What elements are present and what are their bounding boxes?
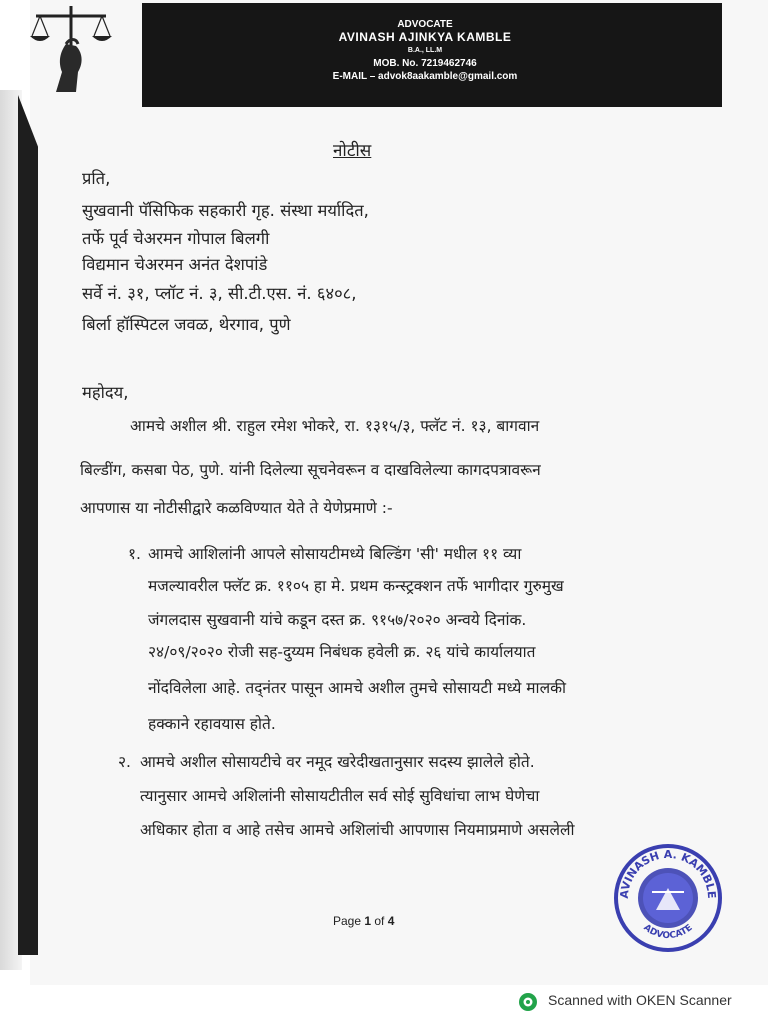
page-number xyxy=(333,914,394,928)
address-line: सुखवानी पॅसिफिक सहकारी गृह. संस्था मर्यादित, xyxy=(82,201,369,220)
page-label: Page xyxy=(333,914,365,928)
point1-line: २४/०९/२०२० रोजी सह-दुय्यम निबंधक हवेली क्र. २६ यांचे कार्यालयात xyxy=(148,643,536,661)
point-number: २. xyxy=(118,753,131,771)
point1-line: नोंदविलेला आहे. तद्नंतर पासून आमचे अशील तुमचे सोसायटी मध्ये मालकी xyxy=(148,679,567,697)
intro-line: आमचे अशील श्री. राहुल रमेश भोकरे, रा. १३१५/३, फ्लॅट नं. १३, बागवान xyxy=(130,417,540,435)
scanner-watermark-text: Scanned with OKEN Scanner xyxy=(548,992,732,1008)
point1-line: आमचे आशिलांनी आपले सोसायटीमध्ये बिल्डिंग 'सी' मधील ११ व्या xyxy=(148,545,522,563)
address-line: प्रति, xyxy=(82,169,111,188)
advocate-title: ADVOCATE xyxy=(397,19,453,30)
address-line: तर्फे पूर्व चेअरमन गोपाल बिलगी xyxy=(82,229,270,248)
letterhead-text xyxy=(240,18,610,83)
scan-edge xyxy=(18,95,38,955)
address-line: बिर्ला हॉस्पिटल जवळ, थेरगाव, पुणे xyxy=(82,315,291,334)
stamp-top-text: AVINASH A. KAMBLE xyxy=(617,847,719,899)
advocate-email: E-MAIL – advok8aakamble@gmail.com xyxy=(332,71,518,82)
justice-scale-logo xyxy=(26,2,116,94)
intro-line: आपणास या नोटीसीद्वारे कळविण्यात येते ते येणेप्रमाणे :- xyxy=(80,499,393,517)
page-of-label: of xyxy=(371,914,388,928)
oken-scanner-icon xyxy=(518,992,538,1012)
stamp-bottom-text: ADVOCATE xyxy=(641,922,695,942)
advocate-mobile: MOB. No. 7219462746 xyxy=(373,58,477,69)
notice-title: नोटीस xyxy=(333,141,372,161)
point2-line: त्यानुसार आमचे अशिलांनी सोसायटीतील सर्व सोई सुविधांचा लाभ घेणेचा xyxy=(140,787,540,805)
point-number: १. xyxy=(128,545,141,563)
advocate-name: AVINASH AJINKYA KAMBLE xyxy=(338,30,512,44)
point1-line: मजल्यावरील फ्लॅट क्र. ११०५ हा मे. प्रथम कन्स्ट्रक्शन तर्फे भागीदार गुरुमुख xyxy=(148,577,564,595)
page-total: 4 xyxy=(387,914,395,928)
advocate-stamp xyxy=(612,842,724,954)
address-line: विद्यमान चेअरमन अनंत देशपांडे xyxy=(82,255,268,274)
page-current: 1 xyxy=(364,914,372,928)
point2-line: आमचे अशील सोसायटीचे वर नमूद खरेदीखतानुसार सदस्य झालेले होते. xyxy=(140,753,535,771)
salutation: महोदय, xyxy=(82,383,129,402)
point1-line: हक्काने रहावयास होते. xyxy=(148,715,276,733)
advocate-degree: B.A., LL.M xyxy=(407,47,443,54)
point1-line: जंगलदास सुखवानी यांचे कडून दस्त क्र. ९१५७/२०२० अन्वये दिनांक. xyxy=(148,611,527,629)
point2-line: अधिकार होता व आहे तसेच आमचे अशिलांची आपणास नियमाप्रमाणे असलेली xyxy=(140,821,575,839)
intro-line: बिल्डींग, कसबा पेठ, पुणे. यांनी दिलेल्या सूचनेवरून व दाखविलेल्या कागदपत्रावरून xyxy=(80,461,541,479)
address-line: सर्वे नं. ३१, प्लॉट नं. ३, सी.टी.एस. नं. ६४०८, xyxy=(82,284,357,303)
